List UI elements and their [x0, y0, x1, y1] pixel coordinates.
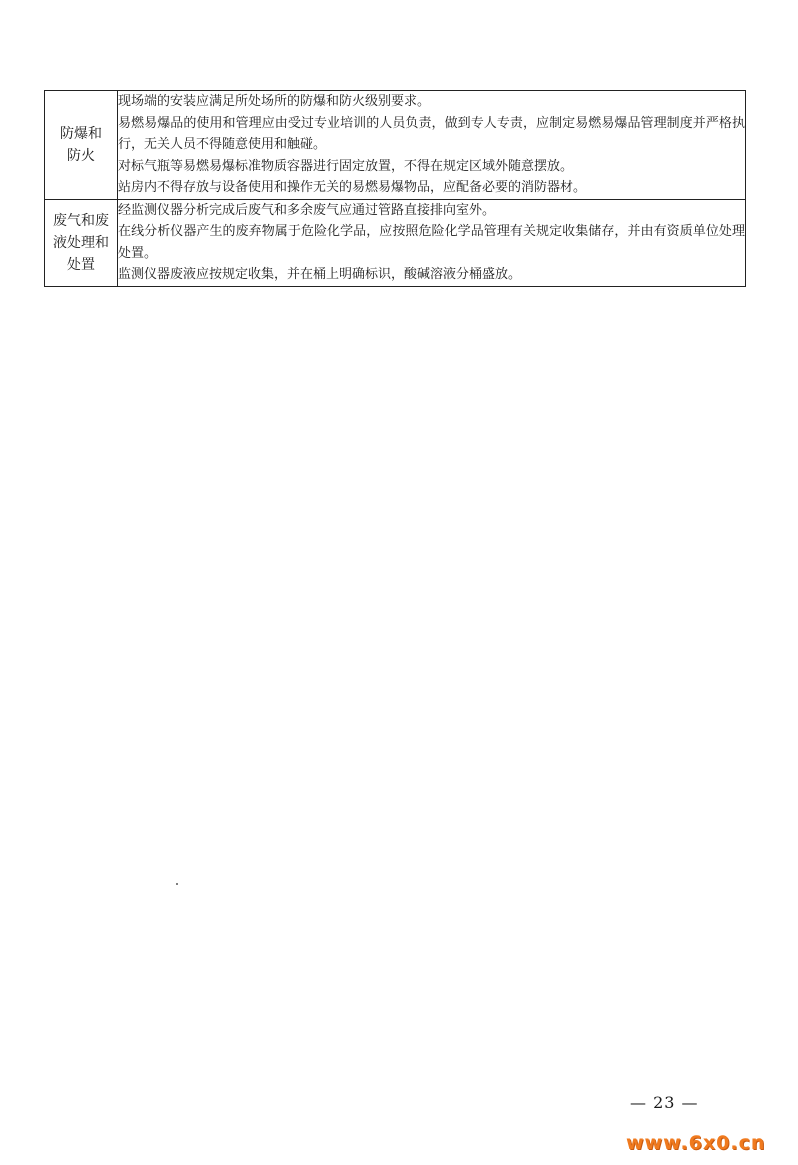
- requirement-paragraph: 对标气瓶等易燃易爆标准物质容器进行固定放置，不得在规定区域外随意摆放。: [118, 158, 574, 174]
- row-label-line: 防火: [67, 147, 95, 164]
- row-label-explosion-fire: [45, 91, 118, 200]
- requirement-paragraph: 现场端的安装应满足所处场所的防爆和防火级别要求。: [118, 94, 431, 109]
- requirement-paragraph: 监测仪器废液应按规定收集，并在桶上明确标识，酸碱溶液分桶盛放。: [118, 267, 522, 282]
- row-content-waste-disposal: [118, 199, 746, 286]
- page-number: — 23 —: [630, 1093, 699, 1112]
- requirement-paragraph: 站房内不得存放与设备使用和操作无关的易燃易爆物品，应配备必要的消防器材。: [118, 180, 587, 195]
- requirements-table: [44, 90, 746, 287]
- scan-speck: [176, 883, 178, 885]
- row-label-line: 处置: [67, 256, 95, 273]
- table-row-waste-disposal: [45, 199, 746, 286]
- table-row-explosion-fire: [45, 91, 746, 200]
- requirement-paragraph: 经监测仪器分析完成后废气和多余废气应通过管路直接排向室外。: [118, 202, 496, 218]
- row-label-line: 废气和废: [53, 212, 109, 229]
- row-label-waste-disposal: [45, 199, 118, 286]
- row-label-line: 液处理和: [53, 234, 109, 251]
- row-label-line: 防爆和: [60, 125, 102, 142]
- row-content-explosion-fire: [118, 91, 746, 200]
- requirement-paragraph: 易燃易爆品的使用和管理应由受过专业培训的人员负责，做到专人专责，应制定易燃易爆品管理制度并严格执行，无关人员不得随意使用和触碰。: [118, 115, 745, 152]
- requirement-paragraph: 在线分析仪器产生的废弃物属于危险化学品，应按照危险化学品管理有关规定收集储存，并由有资质单位处理处置。: [118, 224, 745, 261]
- site-watermark: www.6x0.cn: [626, 1132, 766, 1154]
